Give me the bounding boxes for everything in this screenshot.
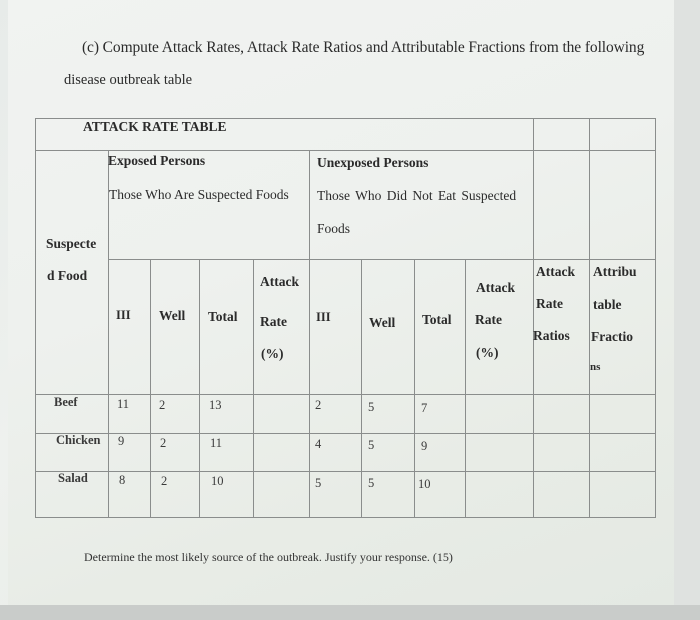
unexposed-description-line2: Foods (317, 221, 351, 236)
cell-exposed-well: 2 (159, 398, 166, 412)
col-arr-line1: Attack (536, 264, 575, 279)
table-rule (35, 150, 656, 151)
col-af-line4: ns (590, 361, 601, 373)
table-rule (35, 471, 656, 472)
question-text-line2: disease outbreak table (64, 72, 193, 88)
table-rule (108, 259, 533, 260)
cell-unexposed-total: 10 (418, 477, 431, 491)
table-rule (150, 259, 151, 517)
cell-unexposed-ill: 4 (315, 437, 322, 451)
table-rule (35, 433, 656, 434)
table-rule (199, 259, 200, 517)
cell-exposed-ill: 8 (119, 473, 126, 487)
col-unexposed-total: Total (422, 312, 452, 327)
cell-exposed-total: 13 (209, 398, 222, 412)
table-rule (35, 394, 656, 395)
cell-unexposed-well: 5 (368, 400, 375, 414)
col-unexposed-ill: III (316, 310, 331, 324)
cell-unexposed-ill: 2 (315, 398, 322, 412)
cell-unexposed-well: 5 (368, 438, 375, 452)
followup-question: Determine the most likely source of the outbreak. Justify your response. (15) (84, 550, 453, 564)
col-af-line3: Fractio (591, 329, 633, 344)
col-exposed-ill: III (116, 308, 131, 322)
col-unexposed-ar-line3: (%) (476, 345, 499, 360)
row-food-label: Beef (54, 395, 78, 409)
cell-unexposed-total: 9 (421, 439, 428, 453)
cell-exposed-well: 2 (161, 474, 168, 488)
col-exposed-well: Well (159, 308, 186, 323)
table-rule (361, 259, 362, 517)
cell-unexposed-total: 7 (421, 401, 428, 415)
col-unexposed-ar-line2: Rate (475, 312, 502, 327)
cell-exposed-ill: 11 (117, 397, 130, 411)
col-af-line2: table (593, 297, 622, 312)
col-af-line1: Attribu (593, 264, 637, 279)
cell-exposed-total: 10 (211, 474, 224, 488)
col-exposed-ar-line1: Attack (260, 274, 299, 289)
background-edge-bottom (0, 605, 700, 620)
exposed-description: Those Who Are Suspected Foods (109, 187, 289, 202)
row-food-label: Chicken (56, 433, 101, 447)
table-rule (589, 118, 590, 517)
row-food-label: Salad (58, 471, 88, 485)
table-rule (533, 118, 534, 517)
col-unexposed-well: Well (369, 315, 396, 330)
unexposed-description-line1: Those Who Did Not Eat Suspected (317, 188, 517, 203)
cell-exposed-ill: 9 (118, 434, 125, 448)
cell-unexposed-well: 5 (368, 476, 375, 490)
col-arr-line2: Rate (536, 296, 563, 311)
table-rule (108, 150, 109, 517)
table-rule (309, 150, 310, 517)
table-title: ATTACK RATE TABLE (83, 119, 227, 134)
col-unexposed-ar-line1: Attack (476, 280, 515, 295)
table-rule (533, 259, 655, 260)
col-exposed-ar-line3: (%) (261, 346, 284, 361)
table-rule (465, 259, 466, 517)
col-exposed-ar-line2: Rate (260, 314, 287, 329)
cell-exposed-total: 11 (210, 436, 223, 450)
background-edge (674, 0, 700, 605)
cell-unexposed-ill: 5 (315, 476, 322, 490)
exposed-heading: Exposed Persons (108, 153, 206, 168)
unexposed-heading: Unexposed Persons (317, 155, 429, 170)
question-text-line1: (c) Compute Attack Rates, Attack Rate Ratios and Attributable Fractions from the following (82, 39, 645, 56)
table-rule (253, 259, 254, 517)
table-rule (414, 259, 415, 517)
col-arr-line3: Ratios (533, 328, 570, 343)
cell-exposed-well: 2 (160, 436, 167, 450)
suspected-food-header-line1: Suspecte (46, 236, 97, 251)
suspected-food-header-line2: d Food (47, 268, 88, 283)
col-exposed-total: Total (208, 309, 238, 324)
